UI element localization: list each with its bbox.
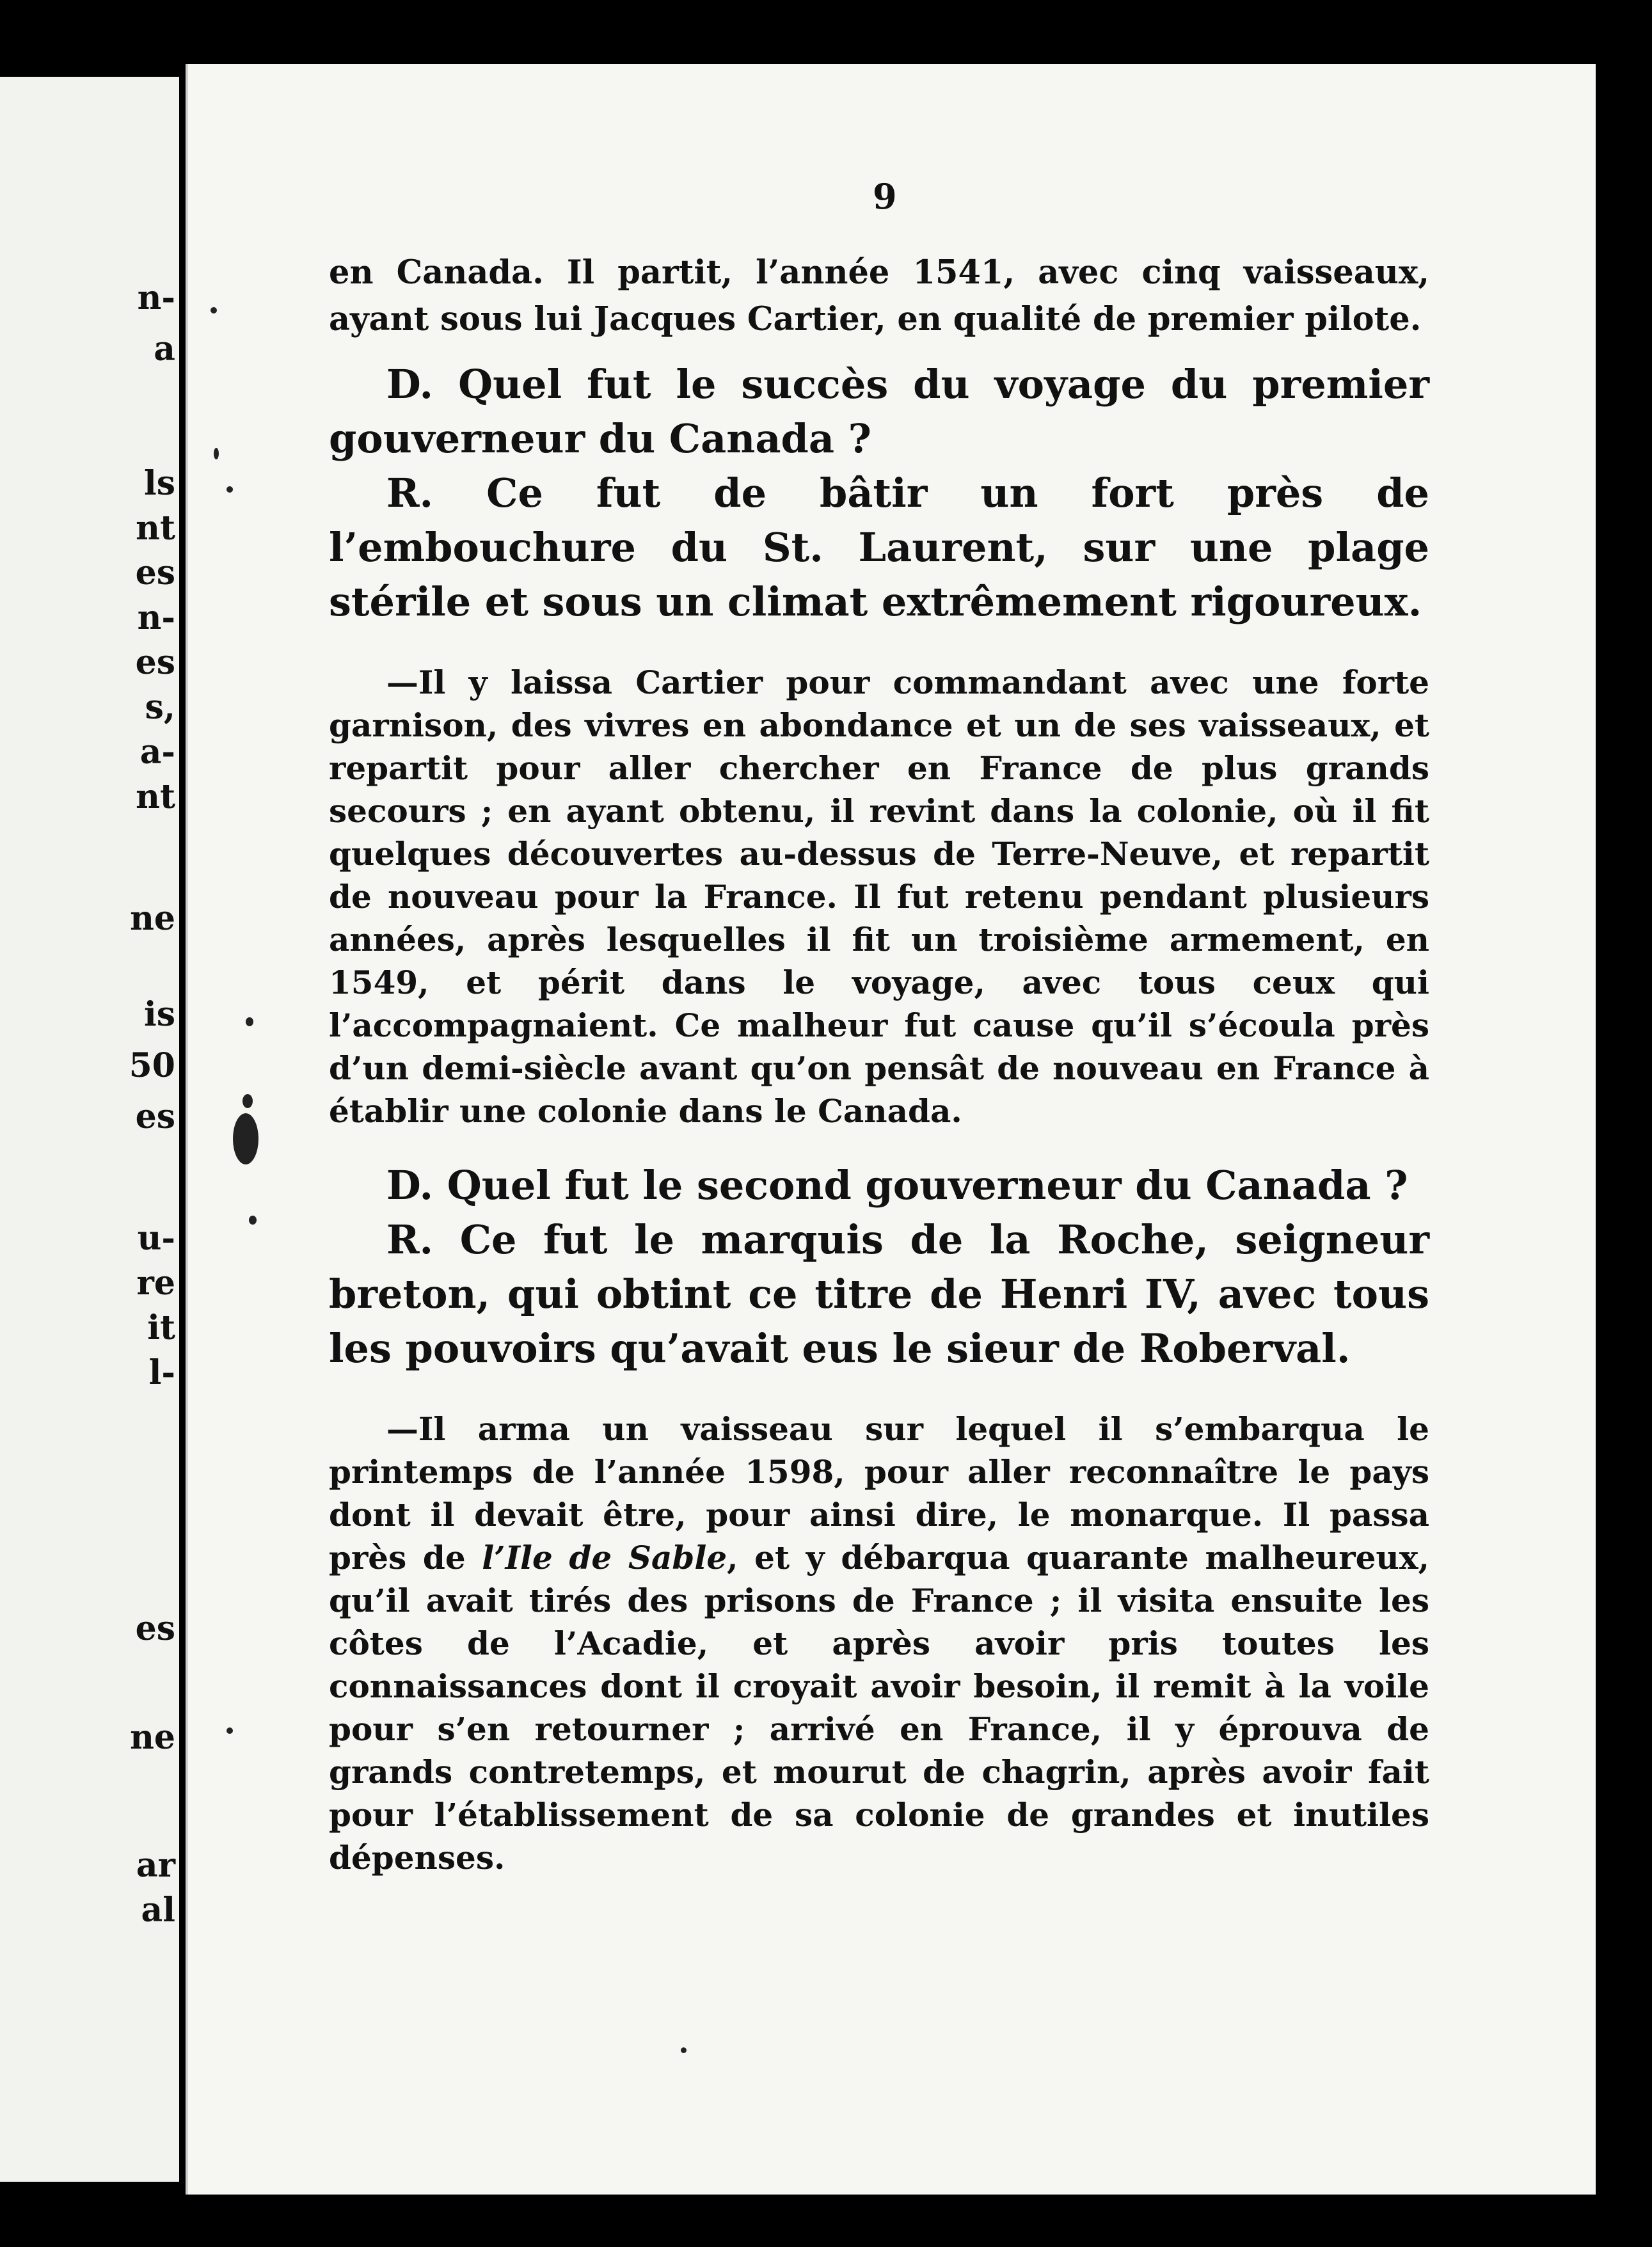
left-fragment: es — [135, 553, 175, 592]
continued-paragraph: en Canada. Il partit, l’année 1541, avec cinq vaisseaux, ayant sous lui Jacques Cartier, en qualité de premier pilote. — [329, 253, 1429, 338]
question-marker: D. — [386, 361, 434, 408]
answer-2 — [329, 1212, 1429, 1376]
note-paragraph-2 — [329, 1408, 1429, 1879]
page-text — [329, 179, 1429, 1879]
question-text: Quel fut le succès du voyage du premier gouverneur du Canada ? — [329, 361, 1429, 462]
question-text: Quel fut le second gouverneur du Canada ? — [447, 1162, 1408, 1209]
answer-1 — [329, 466, 1429, 629]
question-marker: D. — [386, 1162, 434, 1209]
left-fragment: s, — [145, 688, 175, 727]
left-fragment: n- — [137, 278, 175, 317]
left-fragment: es — [135, 643, 175, 682]
left-fragment: ne — [130, 899, 175, 938]
ink-speck — [681, 2047, 687, 2053]
book-page — [186, 64, 1596, 2195]
place-name: l’Ile de Sable — [482, 1539, 727, 1576]
answer-text: Ce fut de bâtir un fort près de l’embouchure du St. Laurent, sur une plage stérile et sous un climat extrêmement rigoureux. — [329, 470, 1429, 625]
previous-page-strip — [0, 77, 179, 2182]
left-fragment: es — [135, 1097, 175, 1136]
left-fragment: ls — [143, 464, 175, 503]
question-1 — [329, 357, 1429, 466]
note-text: , et y débarqua quarante malheureux, qu’il avait tirés des prisons de France ; il visita ensuite les côtes de l’Acadie, et après avoir pris toutes les connaissances dont il croyait avoir besoin, il remit à la voile pour s’en retourner ; arrivé en France, il y éprouva de grands contretemps, et mourut de chagrin, après avoir fait pour l’établissement de sa colonie de grandes et inutiles dépenses. — [329, 1539, 1429, 1877]
left-fragment: nt — [136, 777, 175, 816]
left-fragment: ne — [130, 1718, 175, 1757]
note-text: —Il arma un vaisseau sur lequel il s’embarqua le printemps de l’année 1598, pour aller reconnaître le pays dont il devait être, pour ainsi dire, le monarque. Il passa près de — [329, 1410, 1429, 1576]
left-fragment: l- — [148, 1353, 175, 1392]
left-fragment: al — [141, 1891, 175, 1930]
left-fragment: it — [147, 1308, 175, 1347]
left-fragment: es — [135, 1609, 175, 1648]
note-paragraph-1: —Il y laissa Cartier pour commandant avec une forte garnison, des vivres en abondance et un de ses vaisseaux, et repartit pour aller chercher en France de plus grands secours ; en ayant obtenu, il revint dans la colonie, où il fit quelques découvertes au-dessus de Terre-Neuve, et repartit de nouveau pour la France. Il fut retenu pendant plusieurs années, après lesquelles il fit un troisième armement, en 1549, et périt dans le voyage, avec tous ceux qui l’accompagnaient. Ce malheur fut cause qu’il s’écoula près d’un demi-siècle avant qu’on pensât de nouveau en France à établir une colonie dans le Canada. — [329, 663, 1429, 1130]
left-fragment: a — [154, 330, 175, 369]
left-fragment: ar — [136, 1846, 175, 1885]
answer-text: Ce fut le marquis de la Roche, seigneur breton, qui obtint ce titre de Henri IV, avec tous les pouvoirs qu’avait eus le sieur de Roberval. — [329, 1216, 1429, 1372]
left-fragment: u- — [137, 1219, 175, 1258]
answer-marker: R. — [386, 1216, 434, 1263]
page-number: 9 — [873, 176, 897, 217]
ink-speck — [242, 1094, 253, 1108]
left-fragment: is — [143, 995, 175, 1034]
ink-speck — [226, 486, 233, 493]
left-fragment: 50 — [129, 1046, 175, 1085]
left-fragment: nt — [136, 509, 175, 548]
ink-speck — [214, 448, 219, 459]
question-2 — [329, 1158, 1429, 1212]
answer-marker: R. — [386, 470, 434, 516]
ink-speck — [246, 1017, 253, 1026]
ink-speck — [226, 1727, 233, 1734]
left-fragment: re — [136, 1264, 175, 1303]
ink-speck — [233, 1113, 258, 1164]
ink-speck — [249, 1216, 257, 1225]
left-fragment: a- — [139, 733, 175, 772]
left-fragment: n- — [137, 598, 175, 637]
ink-speck — [210, 307, 217, 314]
